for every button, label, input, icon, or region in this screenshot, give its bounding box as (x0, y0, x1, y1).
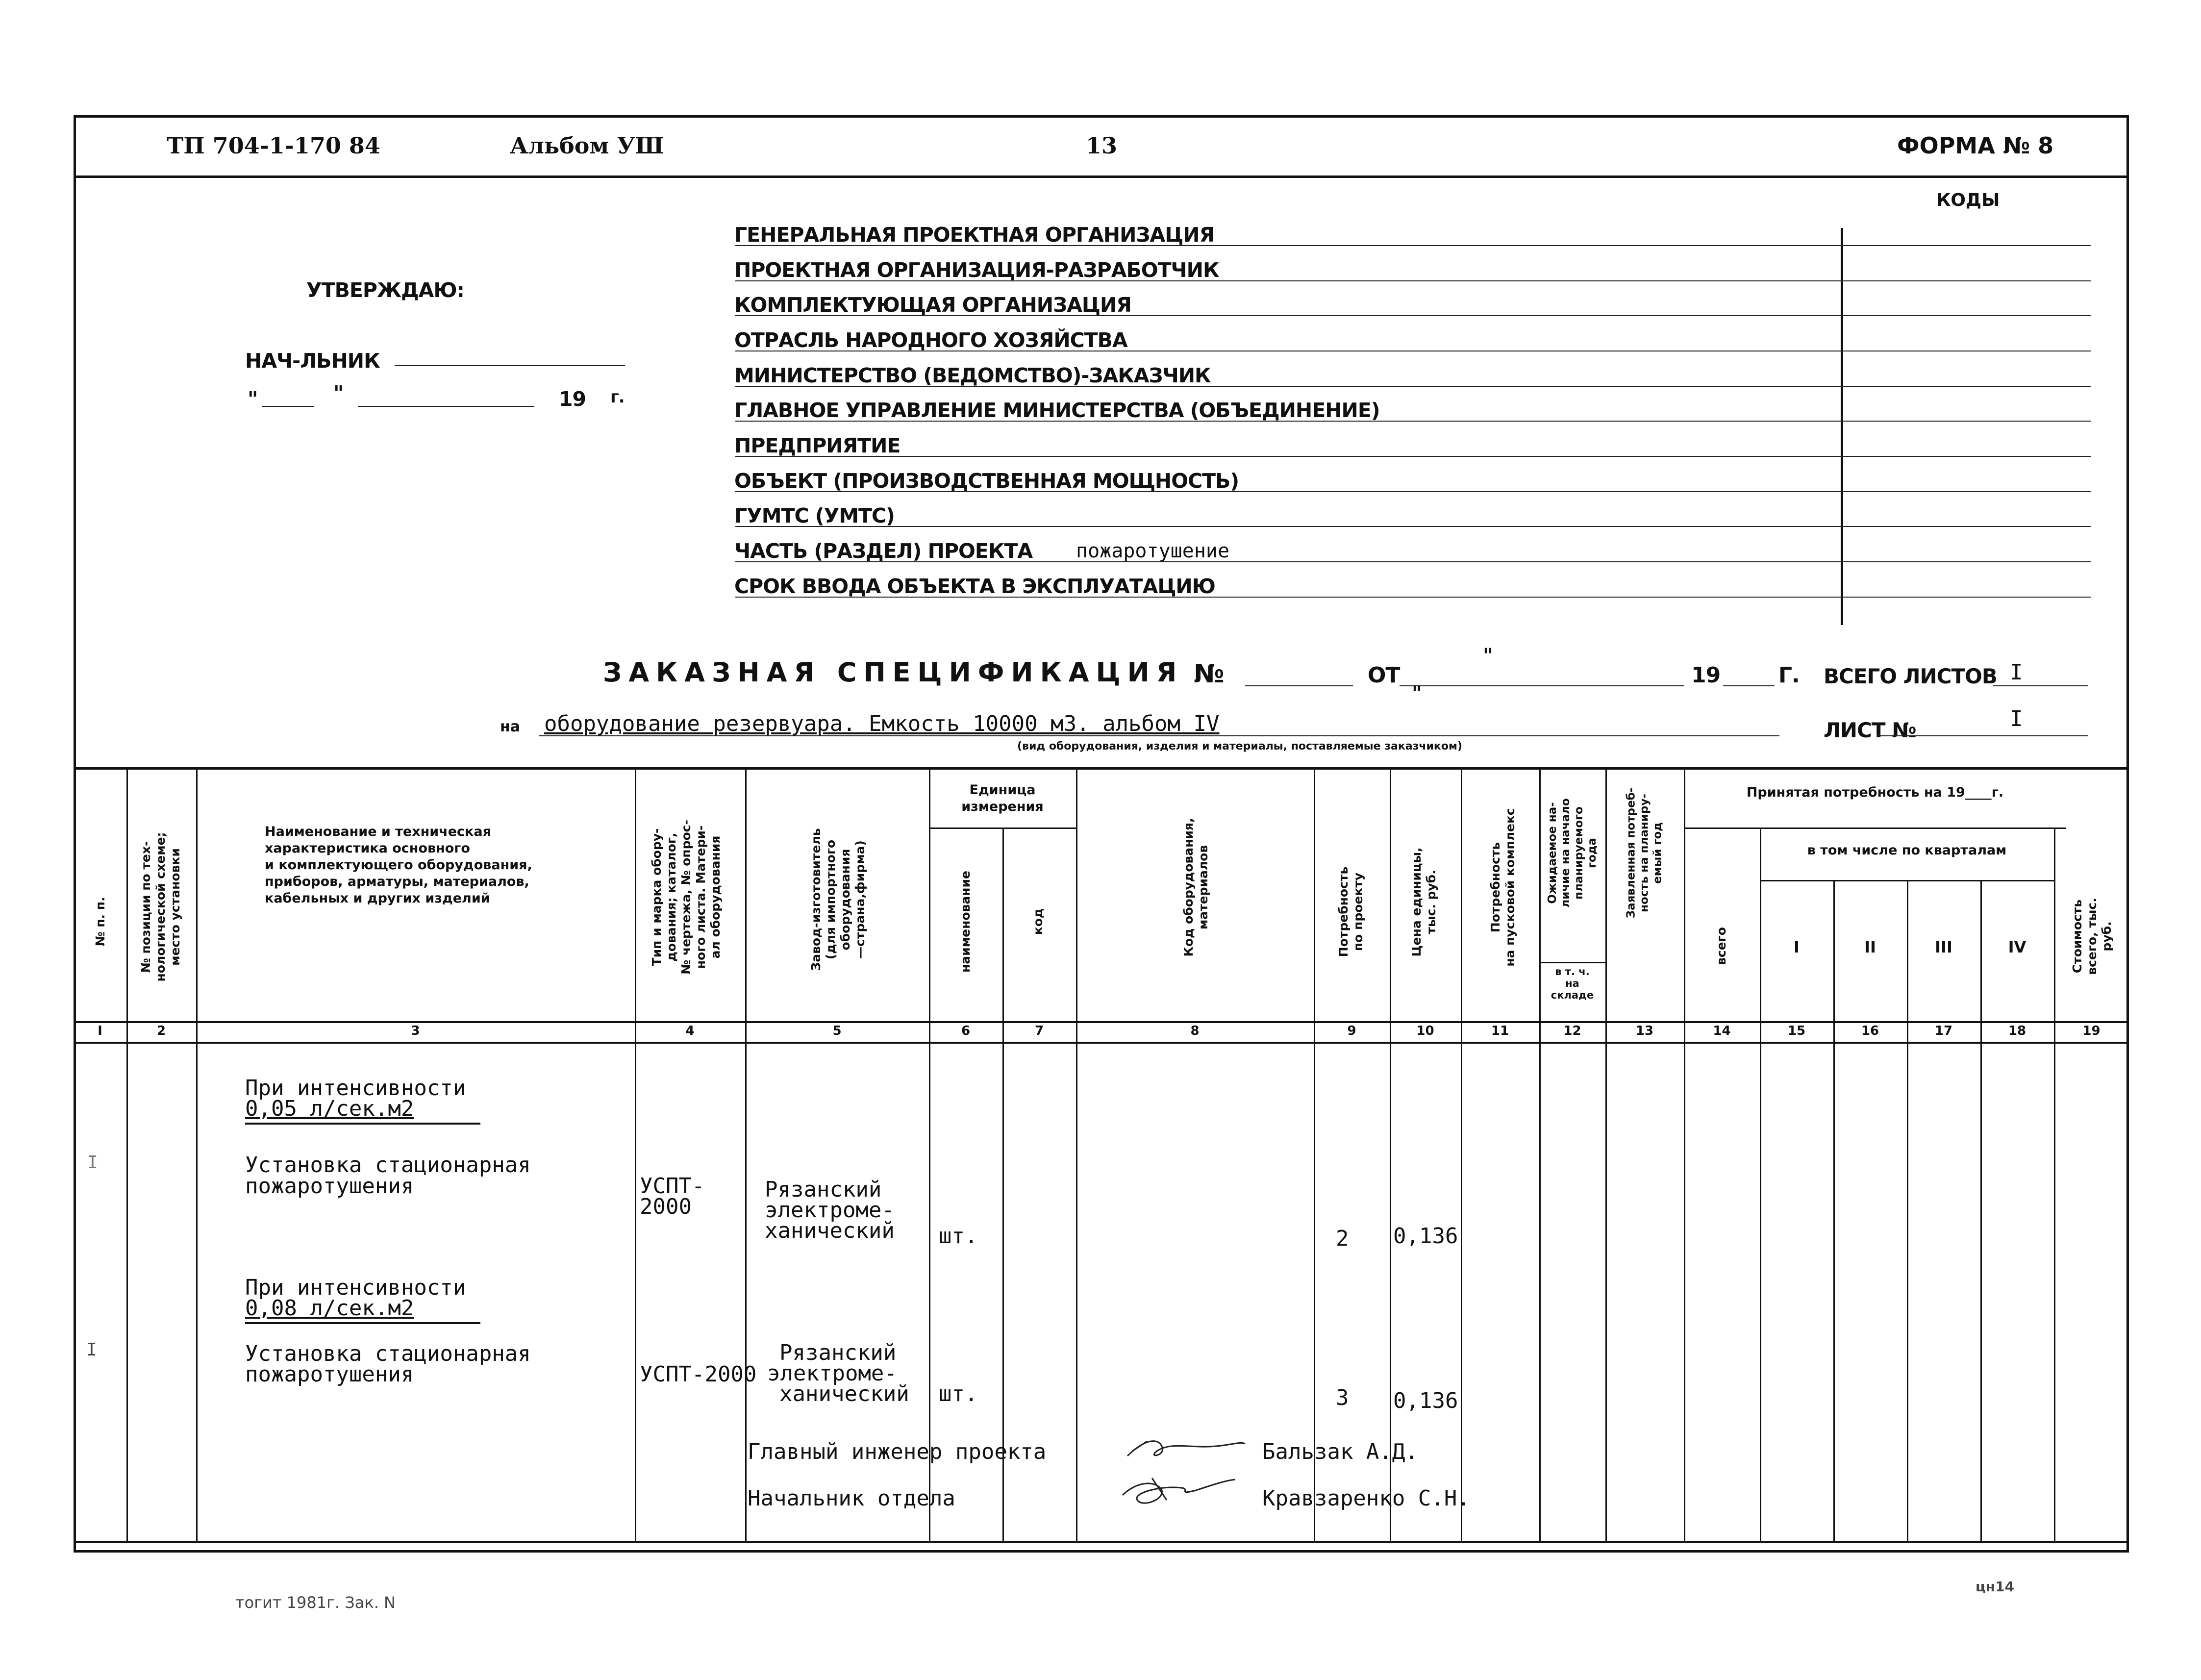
spec-year-line (1723, 685, 1775, 686)
handwritten-signatures (1118, 1422, 1265, 1520)
table-bottom-line (74, 1541, 2129, 1543)
row2-heading-underline (245, 1322, 480, 1324)
row1-type2: 2000 (640, 1194, 692, 1219)
column-line (1539, 767, 1541, 1541)
row1-heading: При интенсивности (245, 1076, 466, 1101)
col-header-12b: в т. ч. на складе (1551, 966, 1594, 1001)
column-line (1760, 827, 1761, 1541)
column-number: 12 (1563, 1024, 1581, 1038)
signature-name-2: Кравзаренко С.Н. (1262, 1486, 1470, 1511)
col-header-14: всего (1714, 927, 1728, 965)
column-number: 17 (1934, 1024, 1953, 1038)
spec-no-line (1245, 685, 1353, 686)
row2-name2: пожаротушения (245, 1362, 414, 1387)
org-field-label: МИНИСТЕРСТВО (ВЕДОМСТВО)-ЗАКАЗЧИК (734, 364, 1211, 387)
col-header-4: Тип и марка обору- дования; каталог, № чертежа, № опрос- ного листа. Матери- ал оборудования (650, 820, 723, 975)
sheet-no-value: I (2010, 706, 2023, 731)
spec-year-suffix: Г. (1778, 663, 1800, 688)
row1-name2: пожаротушения (245, 1174, 414, 1199)
quarter-4: IV (2008, 938, 2026, 956)
org-field-label: ПРЕДПРИЯТИЕ (734, 434, 900, 457)
org-field-line (735, 526, 2091, 527)
column-line (126, 767, 128, 1541)
date-month-line (358, 406, 534, 407)
quarters-header: в том числе по кварталам (1807, 843, 2007, 858)
column-line (929, 767, 930, 1541)
signature-role-1: Главный инженер проекта (748, 1439, 1047, 1464)
row2-type1: УСПТ-2000 (640, 1362, 757, 1387)
row1-maker2: электроме- (765, 1198, 895, 1223)
spec-from-label: ОТ (1368, 663, 1400, 688)
row2-unit: шт. (939, 1381, 978, 1406)
spec-on-line (539, 735, 1779, 736)
sheet-no-line (1877, 735, 2088, 736)
org-field-label: ГУМТС (УМТС) (734, 504, 895, 527)
column-line (1076, 767, 1077, 1541)
row1-unit: шт. (939, 1224, 978, 1249)
sheet-no-label: ЛИСТ № (1824, 718, 1916, 742)
date-day-line (262, 406, 314, 407)
accepted-group-line (1684, 827, 2066, 829)
column-number-line (74, 1042, 2129, 1044)
col-header-6: наименование (958, 871, 973, 973)
quarter-1: I (1794, 938, 1800, 956)
table-top-line (74, 767, 2129, 770)
form-number: ФОРМА № 8 (1897, 132, 2054, 159)
signature-role-2: Начальник отдела (748, 1486, 955, 1511)
org-field-line (735, 597, 2091, 598)
row1-heading-underline (245, 1123, 480, 1125)
unit-group-header: Единица измерения (961, 782, 1044, 814)
row1-maker3: ханический (765, 1218, 895, 1243)
column-number: 9 (1347, 1024, 1356, 1038)
row2-number: I (86, 1340, 97, 1360)
approve-label: УТВЕРЖДАЮ: (306, 278, 464, 302)
row2-maker3: ханический (779, 1381, 909, 1406)
header-divider (74, 176, 2129, 178)
org-field-line (735, 315, 2091, 316)
chief-signature-line (395, 365, 625, 366)
col-header-13: Заявленная потреб- ность на планиру- емый год (1625, 787, 1664, 919)
column-number: 16 (1861, 1024, 1879, 1038)
page-number: 13 (1086, 132, 1118, 159)
column-line (1461, 767, 1462, 1541)
column-line (1002, 827, 1004, 1541)
spec-title: ЗАКАЗНАЯ СПЕЦИФИКАЦИЯ (603, 657, 1184, 688)
row1-number: I (87, 1153, 98, 1173)
row1-price: 0,136 (1393, 1224, 1458, 1249)
column-line (1907, 880, 1908, 1541)
column-number: 4 (685, 1024, 695, 1038)
col-header-1: № п. п. (93, 897, 107, 947)
col-header-7: код (1031, 908, 1045, 935)
date-quote-close: " (333, 381, 344, 405)
col-header-3: Наименование и техническая характеристика основного и комплектующего оборудования, приборов, арматуры, материалов, кабельных и других изделий (265, 824, 532, 906)
spec-quote-1: " (1483, 645, 1493, 667)
col-header-5: Завод-изготовитель (для импортного оборудования —страна,фирма) (809, 828, 867, 971)
column-line (1833, 880, 1835, 1541)
column-line (1980, 880, 1982, 1541)
column-number: 19 (2082, 1024, 2101, 1038)
total-sheets-line (1993, 685, 2088, 686)
org-field-label: ОБЪЕКТ (ПРОИЗВОДСТВЕННАЯ МОЩНОСТЬ) (734, 469, 1239, 493)
org-field-label: ОТРАСЛЬ НАРОДНОГО ХОЗЯЙСТВА (734, 328, 1127, 352)
column-number: 5 (832, 1024, 842, 1038)
row1-type1: УСПТ- (640, 1174, 705, 1199)
col-header-2: № позиции по тех- нологической схеме; место установки (139, 832, 182, 982)
quarter-3: III (1935, 938, 1952, 956)
signature-name-1: Бальзак А.Д. (1262, 1439, 1418, 1464)
footer-right: цн14 (1976, 1579, 2015, 1595)
spec-quote-2: " (1412, 682, 1422, 705)
column-number: 3 (411, 1024, 420, 1038)
spec-date-line (1400, 685, 1684, 686)
codes-label: КОДЫ (1936, 190, 2000, 210)
org-field-line (735, 421, 2091, 422)
col-header-12: Ожидаемое на- личие на начало планируемого года (1546, 798, 1599, 908)
column-line (2054, 827, 2055, 1541)
column-line (1390, 767, 1391, 1541)
approval-year-suffix: г. (610, 387, 625, 407)
column-line (745, 767, 747, 1541)
row2-name1: Установка стационарная (245, 1341, 531, 1366)
spec-on-value: оборудование резервуара. Емкость 10000 м3. альбом IV (544, 711, 1220, 736)
org-field-line (735, 245, 2091, 246)
column-number: 6 (961, 1024, 971, 1038)
row2-heading: При интенсивности (245, 1275, 466, 1300)
col-header-8: Код оборудования, материалов (1181, 818, 1210, 957)
row1-maker1: Рязанский (765, 1177, 882, 1202)
row1-name1: Установка стационарная (245, 1153, 531, 1178)
col-header-9: Потребность по проекту (1336, 866, 1365, 957)
row2-qty: 3 (1336, 1385, 1349, 1410)
column-number: 15 (1787, 1024, 1806, 1038)
column-number: I (98, 1024, 102, 1038)
accepted-header: Принятая потребность на 19____г. (1746, 785, 2004, 800)
column-line (196, 767, 198, 1541)
row2-heading2: 0,08 л/сек.м2 (245, 1296, 414, 1321)
total-sheets-value: I (2010, 660, 2023, 685)
chief-label: НАЧ-ЛЬНИК (245, 349, 380, 373)
column-number: 10 (1416, 1024, 1434, 1038)
column-line (1314, 767, 1315, 1541)
org-field-line (735, 491, 2091, 492)
spec-on-label: на (500, 718, 520, 735)
column-line (1605, 767, 1607, 1541)
org-field-label: ГЕНЕРАЛЬНАЯ ПРОЕКТНАЯ ОРГАНИЗАЦИЯ (734, 223, 1215, 247)
column-number: 13 (1635, 1024, 1654, 1038)
footer-left: тогит 1981г. Зак. N (235, 1593, 396, 1612)
stock-subheader-line (1539, 962, 1605, 963)
row1-qty: 2 (1336, 1226, 1349, 1251)
row2-price: 0,136 (1393, 1388, 1458, 1413)
column-number: 2 (156, 1024, 166, 1038)
row2-maker2: электроме- (767, 1361, 897, 1386)
org-field-line (735, 280, 2091, 281)
column-number: 14 (1713, 1024, 1731, 1038)
column-number: 18 (2008, 1024, 2026, 1038)
org-field-value: пожаротушение (1076, 540, 1230, 562)
album-label: Альбом УШ (510, 132, 664, 159)
quarter-2: II (1864, 938, 1876, 956)
col-header-10: Цена единицы, тыс. руб. (1409, 847, 1438, 957)
date-quote-open: " (248, 387, 258, 411)
org-field-label: ПРОЕКТНАЯ ОРГАНИЗАЦИЯ-РАЗРАБОТЧИК (734, 258, 1219, 282)
org-field-label: ГЛАВНОЕ УПРАВЛЕНИЕ МИНИСТЕРСТВА (ОБЪЕДИНЕНИЕ) (734, 399, 1380, 422)
column-number: 7 (1034, 1024, 1044, 1038)
org-field-line (735, 456, 2091, 457)
org-field-line (735, 386, 2091, 387)
col-header-11: Потребность на пусковой комплекс (1488, 808, 1517, 967)
org-field-label: ЧАСТЬ (РАЗДЕЛ) ПРОЕКТА (734, 539, 1033, 563)
row1-heading2: 0,05 л/сек.м2 (245, 1096, 414, 1121)
approval-year: 19 (559, 387, 586, 411)
org-field-line (735, 561, 2091, 562)
row2-maker1: Рязанский (779, 1340, 897, 1365)
project-code: ТП 704-1-170 84 (167, 132, 380, 159)
org-field-label: СРОК ВВОДА ОБЪЕКТА В ЭКСПЛУАТАЦИЮ (734, 575, 1215, 598)
spec-year: 19 (1691, 663, 1721, 688)
codes-divider (1841, 228, 1843, 625)
column-number: 11 (1491, 1024, 1509, 1038)
org-field-label: КОМПЛЕКТУЮЩАЯ ОРГАНИЗАЦИЯ (734, 293, 1131, 317)
spec-caption: (вид оборудования, изделия и материалы, поставляемые заказчиком) (1017, 740, 1462, 752)
spec-no-label: № (1194, 659, 1224, 689)
column-number: 8 (1190, 1024, 1200, 1038)
col-header-19: Стоимость всего, тыс. руб. (2070, 898, 2114, 975)
column-line (1684, 767, 1685, 1541)
header-bottom-line (74, 1021, 2129, 1023)
total-sheets-label: ВСЕГО ЛИСТОВ (1824, 664, 1997, 688)
